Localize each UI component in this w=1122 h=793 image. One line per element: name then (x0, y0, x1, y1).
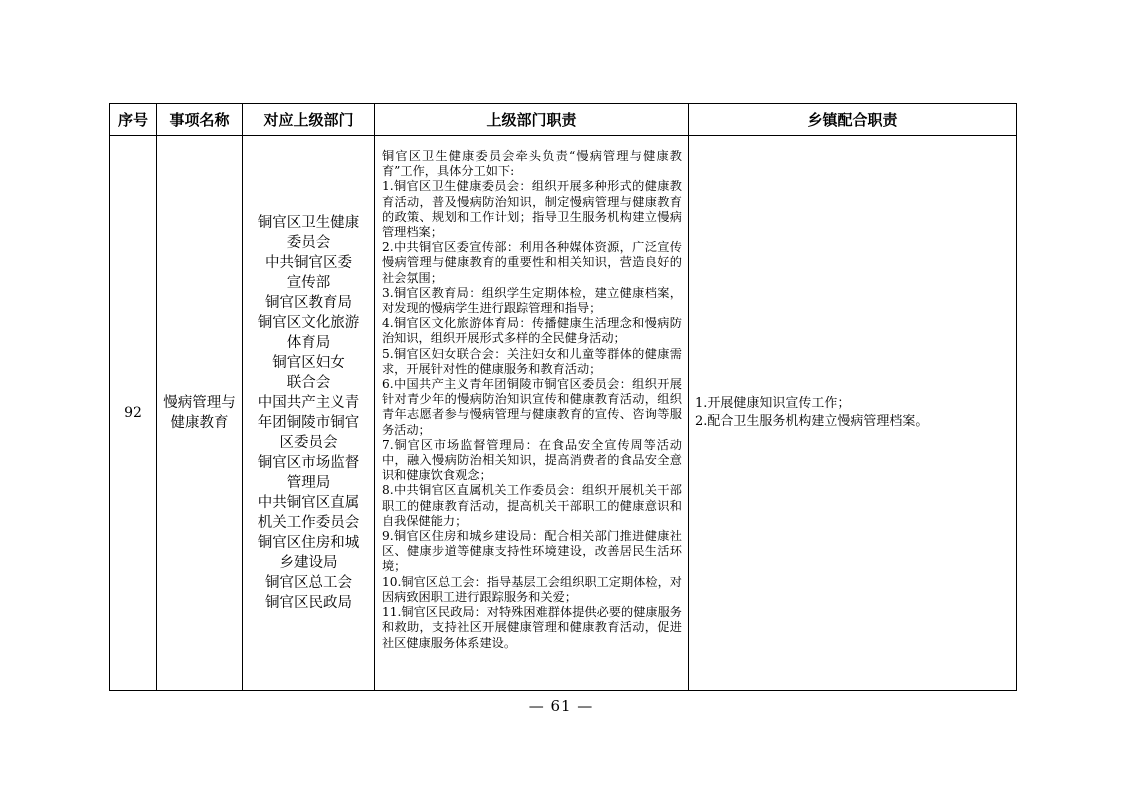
departments-cell (243, 136, 375, 691)
township-duty-item: 2.配合卫生服务机构建立慢病管理档案。 (695, 414, 929, 429)
department-line: 中共铜官区委 (265, 255, 352, 271)
duty-paragraph: 2.中共铜官区委宣传部：利用各种媒体资源，广泛宣传慢病管理与健康教育的重要性和相关知识，营造良好的社会氛围； (382, 240, 682, 285)
table-row (110, 136, 1017, 691)
header-superior-duties: 上级部门职责 (375, 104, 689, 136)
superior-duties-list (375, 136, 688, 651)
duty-paragraph: 5.铜官区妇女联合会：关注妇女和儿童等群体的健康需求，开展针对性的健康服务和教育活动； (382, 346, 682, 376)
header-number: 序号 (110, 104, 157, 136)
superior-duties-cell (375, 136, 689, 691)
department-line: 铜官区市场监督 (257, 455, 360, 471)
duty-paragraph: 6.中国共产主义青年团铜陵市铜官区委员会：组织开展针对青少年的慢病防治知识宣传和健康教育活动，组织青年志愿者参与慢病管理与健康教育的宣传、咨询等服务活动； (382, 377, 682, 437)
department-line: 铜官区民政局 (265, 595, 352, 611)
duty-paragraph: 4.铜官区文化旅游体育局：传播健康生活理念和慢病防治知识，组织开展形式多样的全民健身活动； (382, 316, 682, 346)
item-name-cell (157, 136, 243, 691)
header-item-name: 事项名称 (157, 104, 243, 136)
department-line: 铜官区卫生健康 (257, 215, 360, 231)
duty-paragraph: 9.铜官区住房和城乡建设局：配合相关部门推进健康社区、健康步道等健康支持性环境建设，改善居民生活环境； (382, 529, 682, 574)
department-line: 年团铜陵市铜官 (257, 415, 360, 431)
page-number: — 61 — (528, 697, 594, 715)
department-line: 铜官区总工会 (265, 575, 352, 591)
department-line: 联合会 (286, 375, 331, 391)
department-line: 铜官区文化旅游 (257, 315, 360, 331)
department-line: 铜官区教育局 (265, 295, 352, 311)
department-line: 中共铜官区直属 (257, 495, 360, 511)
township-duty-item: 1.开展健康知识宣传工作； (695, 396, 851, 411)
department-line: 乡建设局 (279, 555, 338, 571)
department-line: 铜官区妇女 (272, 355, 345, 371)
header-departments: 对应上级部门 (243, 104, 375, 136)
department-line: 宣传部 (286, 275, 331, 291)
duty-paragraph: 3.铜官区教育局：组织学生定期体检，建立健康档案，对发现的慢病学生进行跟踪管理和指导； (382, 285, 682, 316)
department-list (243, 213, 374, 613)
header-township-duties: 乡镇配合职责 (689, 104, 1017, 136)
duty-paragraph: 7.铜官区市场监督管理局：在食品安全宣传周等活动中，融入慢病防治相关知识，提高消费者的食品安全意识和健康饮食观念； (382, 437, 682, 483)
township-duties-cell (689, 136, 1017, 691)
item-name: 慢病管理与健康教育 (163, 395, 236, 431)
duty-paragraph: 铜官区卫生健康委员会牵头负责“慢病管理与健康教育”工作，具体分工如下: (382, 149, 682, 179)
department-line: 中国共产主义青 (257, 395, 360, 411)
duty-paragraph: 8.中共铜官区直属机关工作委员会：组织开展机关干部职工的健康教育活动，提高机关干部职工的健康意识和自我保健能力； (382, 483, 682, 528)
department-line: 委员会 (286, 235, 331, 251)
duty-paragraph: 1.铜官区卫生健康委员会：组织开展多种形式的健康教育活动，普及慢病防治知识，制定慢病管理与健康教育的政策、规划和工作计划；指导卫生服务机构建立慢病管理档案； (382, 179, 682, 240)
table-header-row (110, 104, 1017, 136)
department-line: 机关工作委员会 (257, 515, 360, 531)
department-line: 管理局 (286, 475, 331, 491)
duty-table (109, 103, 1017, 691)
department-line: 区委员会 (279, 435, 338, 451)
duty-paragraph: 11.铜官区民政局：对特殊困难群体提供必要的健康服务和救助，支持社区开展健康管理和健康教育活动，促进社区健康服务体系建设。 (382, 605, 682, 650)
duty-paragraph: 10.铜官区总工会：指导基层工会组织职工定期体检，对因病致困职工进行跟踪服务和关爱； (382, 574, 682, 604)
department-line: 体育局 (286, 335, 331, 351)
row-number: 92 (110, 136, 157, 691)
department-line: 铜官区住房和城 (257, 535, 360, 551)
township-duties-list (689, 395, 1016, 431)
